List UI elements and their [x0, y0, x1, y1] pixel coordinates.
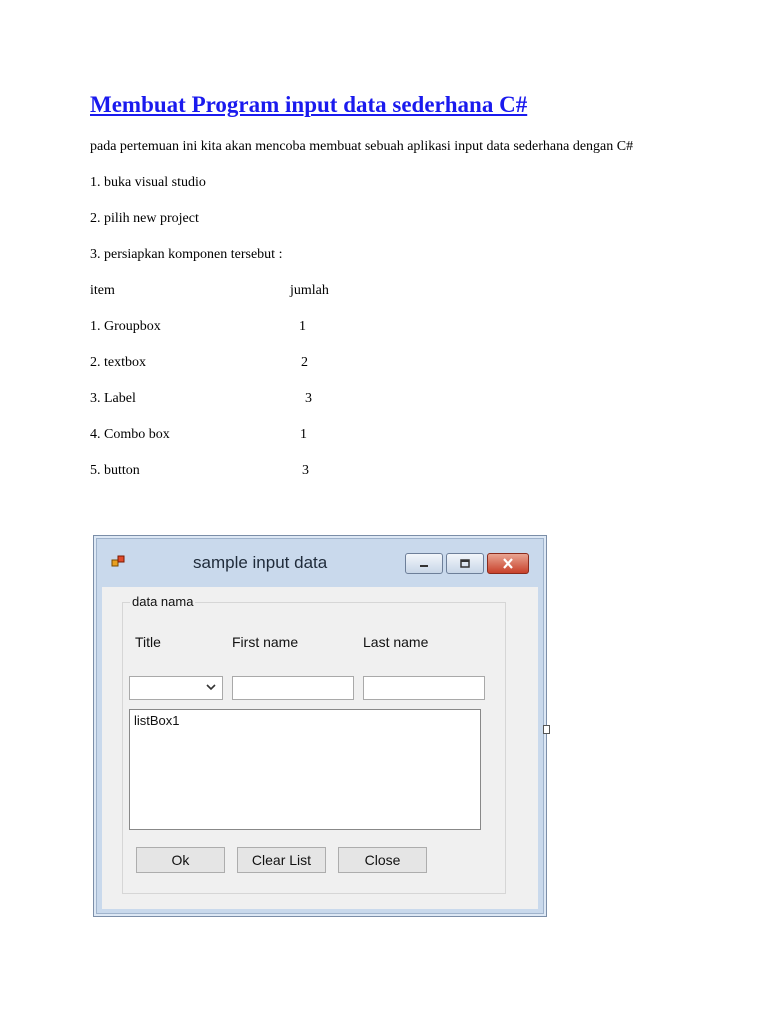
table-header-item: item	[90, 283, 115, 298]
last-name-input[interactable]	[363, 676, 485, 700]
step-1: 1. buka visual studio	[90, 175, 206, 190]
intro-paragraph: pada pertemuan ini kita akan mencoba membuat sebuah aplikasi input data sederhana dengan C#	[90, 139, 634, 154]
close-window-button[interactable]	[487, 553, 529, 574]
form-client-area	[102, 587, 538, 909]
minimize-button[interactable]	[405, 553, 443, 574]
form-screenshot	[93, 535, 547, 917]
close-button[interactable]: Close	[338, 847, 427, 873]
minimize-icon	[418, 559, 430, 569]
document-title[interactable]: Membuat Program input data sederhana C#	[90, 92, 528, 117]
label-last-name: Last name	[363, 634, 429, 650]
maximize-button[interactable]	[446, 553, 484, 574]
table-row-qty: 3	[305, 391, 312, 406]
table-row-item: 5. button	[90, 463, 140, 478]
window-title: sample input data	[193, 553, 328, 572]
table-row-qty: 3	[302, 463, 309, 478]
table-row-item: 2. textbox	[90, 355, 146, 370]
title-combobox[interactable]	[129, 676, 223, 700]
table-row-qty: 1	[300, 427, 307, 442]
table-row-qty: 2	[301, 355, 308, 370]
table-row-item: 4. Combo box	[90, 427, 170, 442]
first-name-input[interactable]	[232, 676, 354, 700]
chevron-down-icon[interactable]	[206, 682, 216, 692]
ok-button[interactable]: Ok	[136, 847, 225, 873]
label-title: Title	[135, 634, 161, 650]
close-icon	[502, 558, 514, 569]
groupbox-label: data nama	[132, 594, 194, 609]
step-2: 2. pilih new project	[90, 211, 199, 226]
listbox[interactable]	[129, 709, 481, 830]
table-header-qty: jumlah	[290, 283, 329, 298]
step-3: 3. persiapkan komponen tersebut :	[90, 247, 283, 262]
listbox-item[interactable]: listBox1	[134, 713, 180, 728]
window-titlebar[interactable]	[94, 536, 546, 576]
label-first-name: First name	[232, 634, 299, 650]
clear-list-button[interactable]: Clear List	[237, 847, 326, 873]
maximize-icon	[459, 559, 471, 569]
table-row-item: 3. Label	[90, 391, 136, 406]
table-row-qty: 1	[299, 319, 306, 334]
resize-handle[interactable]	[543, 725, 550, 734]
app-icon	[111, 554, 125, 568]
table-row-item: 1. Groupbox	[90, 319, 161, 334]
